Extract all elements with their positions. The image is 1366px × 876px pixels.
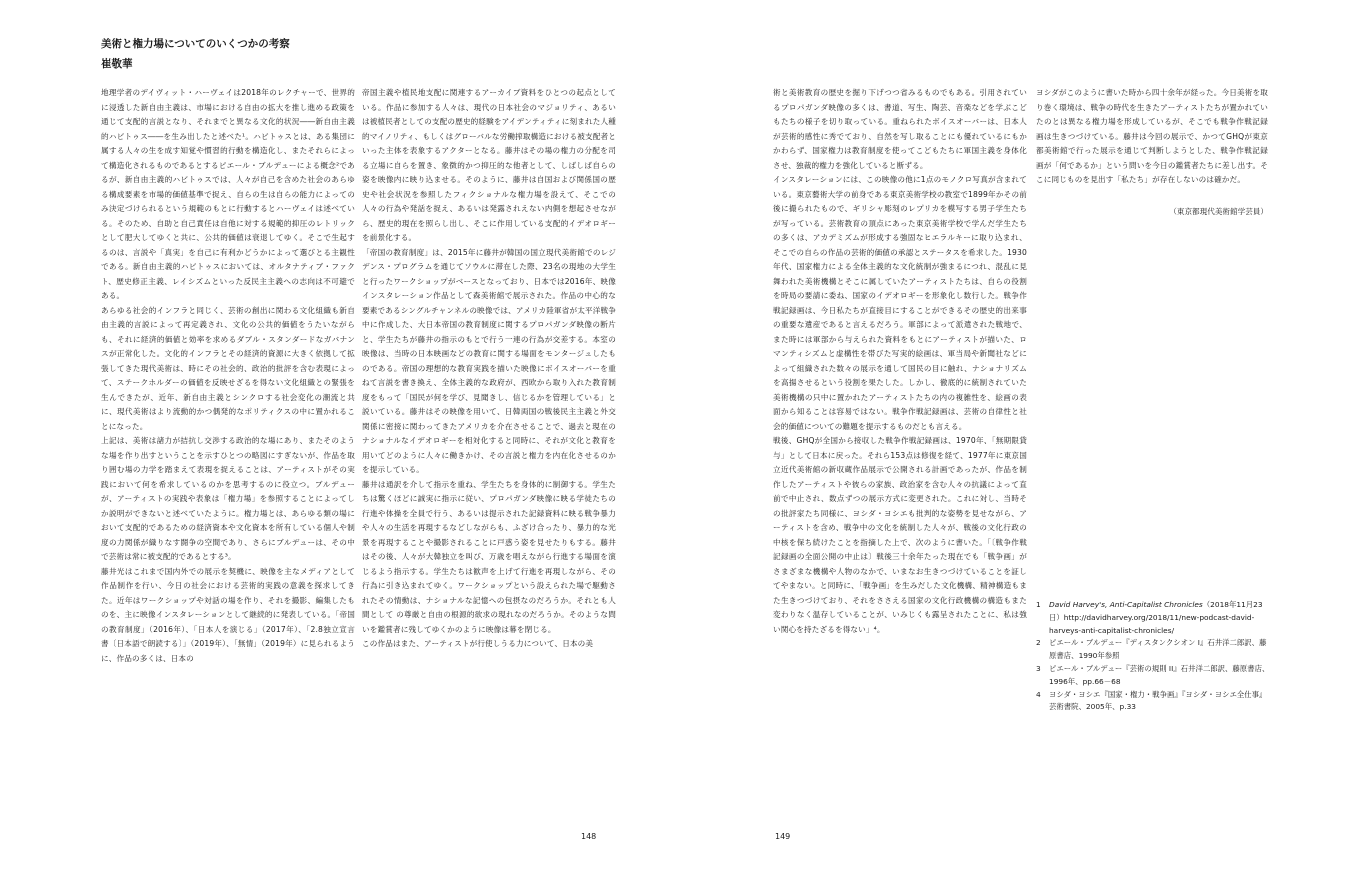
- paragraph: 術と美術教育の歴史を掘り下げつつ省みるものでもある。引用されているプロパガンダ映像の多くは、書道、写生、陶芸、音楽などを学ぶこどもたちの様子を切り取っている。重ねられたボイスオーバーは、日本人が芸術的感性に秀でており、自然を写し取ることにも優れているにもかかわらず、国家権力は教育制度を使ってこどもたちに軍国主義を身体化させ、独裁的権力を強化していると断ずる。: [773, 88, 1027, 170]
- text-column-1: [101, 86, 355, 666]
- footnote-text: ピエール・ブルデュー『ディスタンクシオン I』石井洋二郎訳、藤原書店、1990年参照: [1049, 638, 1267, 661]
- footnote: [1036, 663, 1270, 689]
- footnote: [1036, 689, 1270, 715]
- text-column-4: [1036, 86, 1268, 188]
- paragraph: 戦後、GHQが全国から接収した戦争作戦記録画は、1970年、「無期限貸与」として日本に戻った。それら153点は修復を経て、1977年に東京国立近代美術館の新収蔵作品展示で公開される計画であったが、作品を制作したアーティストや彼らの家族、政治家を含む人々の抗議によって直前で中止され、数点ずつの展示方式に変更された。これに対し、当時その批評家たち同様に、ヨシダ・ヨシエも批判的な姿勢を見せながら、アーティストを含め、戦争中の文化を統制した人々が、戦後の文化行政の中核を保ち続けたことを指摘した上で、次のように書いた。「〔戦争作戦記録画の全面公開の中止は〕戦後三十余年たった現在でも「戦争画」がさまざまな機構や人物のなかで、いまなお生きつづけていることを証してやまない。と同時に、「戦争画」を生みだした文化機構、精神構造もまた生きつづけており、それをささえる国家の文化行政機構の構造もまた変わりなく温存していることが、いみじくも露呈されたことに、私は強い関心を持たざるを得ない」⁴。: [773, 436, 1027, 634]
- paragraph: 地理学者のデイヴィット・ハーヴェイは2018年のレクチャーで、世界的に浸透した新自由主義は、市場における自由の拡大を推し進める政策を通じて支配的言説となり、それまでと異なる文化的状況――新自由主義的ハビトゥス――を生み出したと述べた¹。ハビトゥスとは、ある集団に属する人々の生を成す知覚や慣習的行動を構造化し、またそれらによって構造化されるものであるとするピエール・ブルデューによる概念²であるが、新自由主義的ハビトゥスでは、人々が自己を含めた社会のあらゆる構成要素を市場的価値基準で捉え、自らの生は自らの能力によってのみ決定づけられるという規範のもとに行動するとハーヴェイは述べている。そのため、自助と自己責任は自他に対する規範的抑圧のレトリックとして肥大してゆくと共に、公共的価値は衰退してゆく。そこで生起するのは、言説や「真実」を自己に有利かどうかによって選びとる主観性である。新自由主義的ハビトゥスにおいては、オルタナティブ・ファクト、歴史修正主義、レイシズムといった反民主主義への志向は不可避である。: [101, 88, 355, 300]
- article-header: [101, 34, 290, 74]
- page-number-left: 148: [581, 832, 597, 841]
- paragraph: 藤井は通訳を介して指示を重ね、学生たちを身体的に制御する。学生たちは驚くほどに誠実に指示に従い、プロパガンダ映像に映る学徒たちの行進や体操を全員で行う、あるいは提示された記録資料に映る戦争暴力や人々の生活を再現するなどしながらも、ふざけ合ったり、暴力的な光景を再現することや撮影されることに戸惑う姿を見せたりもする。藤井はその後、人々が大韓独立を叫び、万歳を唱えながら行進する場面を演じるよう指示する。学生たちは歓声を上げて行進を再現しながら、その行為に引き込まれてゆく。ワークショップという設えられた場で駆動されたその情動は、ナショナルな記憶への包摂なのだろうか。それとも人間として の尊厳と自由の根源的欲求の現れなのだろうか。そのような問いを鑑賞者に残してゆくかのように映像は幕を閉じる。: [362, 479, 616, 634]
- footnote: [1036, 599, 1270, 637]
- footnote-italic-title: David Harvey's, Anti-Capitalist Chronicles: [1049, 600, 1203, 609]
- paragraph: ヨシダがこのように書いた時から四十余年が経った。今日美術を取り巻く環境は、戦争の時代を生きたアーティストたちが置かれていたのとは異なる権力場を形成しているが、そこでも戦争作戦記録画は生きつづけている。藤井は今回の展示で、かつてGHQが東京都美術館で行った展示を通じて判断しようとした、戦争作戦記録画が「何であるか」という問いを今日の鑑賞者たちに差し出す。そこに同じものを見出す「私たち」が存在しないのは確かだ。: [1036, 88, 1269, 184]
- footnote-number: 4: [1036, 689, 1041, 699]
- footnote: [1036, 637, 1270, 663]
- page-number-right: 149: [775, 832, 791, 841]
- paragraph: この作品はまた、アーティストが行使しうる力について、日本の美: [362, 639, 594, 648]
- footnote-text: ピエール・ブルデュー『芸術の規則 II』石井洋二郎訳、藤原書店、1996年、pp.66－68: [1049, 663, 1270, 686]
- footnotes: [1036, 599, 1270, 714]
- paragraph: 上記は、美術は諸力が拮抗し交渉する政治的な場にあり、またそのような場を作り出すということを示すひとつの略図にすぎないが、作品を取り囲む場の力学を踏まえて表現を捉えることは、アーティストがその実践において何を希求しているのかを思考するのに役立つ。ブルデューが、アーティストの実践や表象は「権力場」を参照することによってしか説明ができないと述べていたように。権力場とは、あらゆる類の場において支配的であるための経済資本や文化資本を所有している個人や制度の力関係が織りなす闘争の空間であり、さらにブルデューは、その中で芸術は常に被支配的であるとする³。: [101, 436, 355, 561]
- footnote-number: 3: [1036, 663, 1041, 673]
- text-column-2: [362, 86, 616, 652]
- text-column-3: [773, 86, 1027, 637]
- paragraph: 帝国主義や植民地支配に関連するアーカイブ資料をひとつの起点としている。作品に参加する人々は、現代の日本社会のマジョリティ、あるいは被植民者としての支配の歴史的経験をアイデンティティに刻まれた人種的マイノリティ、もしくはグローバルな労働搾取構造における被支配者といった主体を表象するアクターとなる。藤井はその場の権力の分配を司る立場に自らを置き、象徴的かつ抑圧的な他者として、しばしば自らの姿を映像内に映り込ませる。そのように、藤井は自国および関係国の歴史や社会状況を参照したフィクショナルな権力場を設えて、そこでの人々の行為や発話を捉え、あるいは発露されえない内側を想起させながら、歴史的現在を照らし出し、そこに作用している支配的イデオロギーを前景化する。: [362, 88, 616, 242]
- article-author: 崔敬華: [101, 58, 133, 70]
- footnote-text: （2018年11月23日）http://davidharvey.org/2018/11/new-podcast-david-harveys-anti-capitalist-chronicles/: [1049, 600, 1263, 635]
- article-title: 美術と権力場についてのいくつかの考察: [101, 38, 290, 50]
- paragraph: 藤井光はこれまで国内外での展示を契機に、映像を主なメディアとして作品制作を行い、今日の社会における芸術的実践の意義を探求してきた。近年はワークショップや対話の場を作り、それを撮影、編集したものを、主に映像インスタレーションとして継続的に発表している。「帝国の教育制度」（2016年）、「日本人を演じる」（2017年）、「2.8独立宣言書〔日本語で朗読する〕」（2019年）、「無情」（2019年）に見られるように、作品の多くは、日本の: [101, 566, 355, 663]
- footnote-number: 2: [1036, 638, 1041, 648]
- paragraph: インスタレーションには、この映像の他に1点のモノクロ写真が含まれている。東京藝術大学の前身である東京美術学校の教室で1899年かその前後に撮られたもので、ギリシャ彫刻のレプリカを模写する男子学生たちが写っている。芸術教育の頂点にあった東京美術学校で学んだ学生たちの多くは、アカデミズムが形成する強固なヒエラルキーに取り込まれ、そこでの自らの作品の芸術的価値の承認とステータスを希求した。1930年代、国家権力による全体主義的な文化統制が強まるにつれ、混乱に見舞われた美術機構とそこに属していたアーティストたちは、自らの役割を時局の要請に委ね、国家のイデオロギーを形象化し数行した。戦争作戦記録画は、今日私たちが直接目にすることができるその歴史的出来事の重要な遺産であると言えるだろう。軍部によって派遣された戦地で、また時には軍部から与えられた資料をもとにアーティストが描いた、ロマンティシズムと虚構性を帯びた写実的絵画は、軍当局や新聞社などによって組織された数々の展示を通して国民の目に触れ、ナショナリズムを高揚させるという役割を果たした。しかし、徹底的に統制されていた美術機構の只中に置かれたアーティストたちの内の複雑性を、絵画の表面から知ることは容易ではない。戦争作戦記録画は、芸術の自律性と社会的価値についての難題を提示するものだとも言える。: [773, 175, 1027, 431]
- paragraph: 「帝国の教育制度」は、2015年に藤井が韓国の国立現代美術館でのレジデンス・プログラムを通じてソウルに滞在した際、23名の現地の大学生と行ったワークショップがベースとなっており、日本では2016年、映像インスタレーション作品として森美術館で展示された。作品の中心的な要素であるシングルチャンネルの映像では、アメリカ陸軍省が太平洋戦争中に作成した、大日本帝国の教育制度に関するプロパガンダ映像の断片と、学生たちが藤井の指示のもとで行う一連の行為が交差する。本室の映像は、当時の日本映画などの教育に関する場面をモンタージュしたものである。帝国の理想的な教育実践を描いた映像にボイスオーバーを重ねて言説を書き換え、全体主義的な政府が、西欧から取り入れた教育制度をもって「国民が何を学び、見聞きし、信じるかを管理している」と説いている。藤井はその映像を用いて、日韓両国の戦後民主主義と外交関係に密接に関わってきたアメリカを介在させることで、過去と現在のナショナルなイデオロギーを相対化すると同時に、それが文化と教育を用いてどのように人々に働きかけ、その言説と権力を内在化させるのかを提示している。: [362, 247, 616, 474]
- paragraph: あらゆる社会的インフラと同じく、芸術の創出に関わる文化組織も新自由主義的言説によって再定義され、文化の公共的価値をうたいながらも、それに経済的価値と効率を求めるダブル・スタンダードなガバナンスが正常化した。文化的インフラとその経済的資源に大きく依拠して拡張してきた現代美術は、時にその社会的、政治的批評を含む表現によって、ステークホルダーの価値を反映せざるを得ない文化組織との緊張を生んできたが、近年、新自由主義とシンクロする社会変化の潮流と共に、現代美術はより流動的かつ偶発的なポリティクスの中に置かれることになった。: [101, 305, 355, 431]
- author-affiliation: （東京都現代美術館学芸員）: [1169, 207, 1268, 216]
- footnote-number: 1: [1036, 600, 1041, 609]
- footnote-text: ヨシダ・ヨシエ『国家・権力・戦争画』『ヨシダ・ヨシエ全仕事』芸術書院、2005年、p.33: [1049, 689, 1267, 712]
